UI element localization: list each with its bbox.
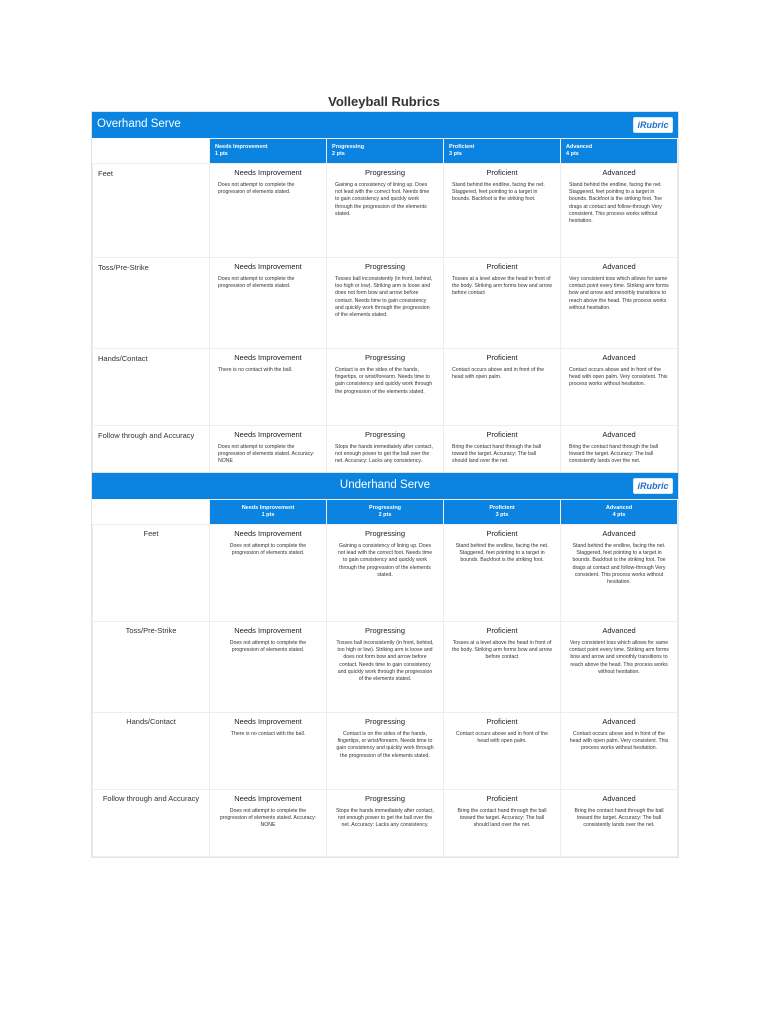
level-header-advanced: Advanced 4 pts (561, 139, 678, 164)
rubric-cell[interactable]: Advanced Stand behind the endline, facing the net. Staggered, feet pointing to a target in bounds. Backfoot is the striking foot. Toe drags at contact and follow-through Very consistent. This process works without hesitation. (561, 164, 678, 258)
rubric-table (92, 499, 678, 857)
rubric-table (92, 138, 678, 495)
rubric-cell[interactable]: Needs Improvement Does not attempt to complete the progression of elements stated. (210, 258, 327, 349)
rubric-header (92, 473, 678, 499)
rubric-cell[interactable]: Needs Improvement Does not attempt to complete the progression of elements stated. Accuracy: NONE (210, 790, 327, 857)
rubric-cell[interactable]: Proficient Contact occurs above and in front of the head with open palm. (444, 713, 561, 790)
level-header-proficient: Proficient 3 pts (444, 500, 561, 525)
table-row (93, 790, 678, 857)
overhand-rubric (91, 111, 679, 496)
level-header-needs-improvement: Needs Improvement 1 pts (210, 500, 327, 525)
rubric-cell[interactable]: Proficient Bring the contact hand through the ball toward the target. Accuracy: The ball should land over the net. (444, 790, 561, 857)
page-title: Volleyball Rubrics (328, 94, 440, 109)
level-header-needs-improvement: Needs Improvement 1 pts (210, 139, 327, 164)
table-row (93, 622, 678, 713)
rubric-cell[interactable]: Progressing Stops the hands immediately after contact, not enough power to get the ball over the net. Accuracy: Lacks any consistency. (327, 426, 444, 495)
table-row (93, 164, 678, 258)
rubric-cell[interactable]: Advanced Bring the contact hand through the ball toward the target. Accuracy: The ball consistently lands over the net. (561, 426, 678, 495)
rubric-cell[interactable]: Needs Improvement There is no contact with the ball. (210, 713, 327, 790)
rubric-header (92, 112, 678, 138)
table-row (93, 525, 678, 622)
criterion-follow-through: Follow through and Accuracy (93, 426, 210, 495)
rubric-cell[interactable]: Proficient Stand behind the endline, facing the net. Staggered, feet pointing to a target in bounds. Backfoot is the striking foot. (444, 164, 561, 258)
rubric-cell[interactable]: Proficient Contact occurs above and in front of the head with open palm. (444, 349, 561, 426)
table-row (93, 349, 678, 426)
irubric-logo[interactable]: iRubric (633, 478, 673, 494)
rubric-cell[interactable]: Proficient Stand behind the endline, facing the net. Staggered, feet pointing to a target in bounds. Backfoot is the striking foot. (444, 525, 561, 622)
criterion-toss: Toss/Pre-Strike (93, 622, 210, 713)
rubric-title: Underhand Serve (339, 479, 431, 491)
rubric-cell[interactable]: Progressing Contact is on the sides of the hands, fingertips, or wrist/forearm. Needs time to gain consistency and quickly work through the progression of the elements stated. (327, 349, 444, 426)
rubric-cell[interactable]: Progressing Stops the hands immediately after contact, not enough power to get the ball over the net. Accuracy: Lacks any consistency. (327, 790, 444, 857)
criterion-feet: Feet (93, 525, 210, 622)
rubric-cell[interactable]: Advanced Contact occurs above and in front of the head with open palm. Very consistent. This process works without hesitation. (561, 713, 678, 790)
rubric-cell[interactable]: Proficient Tosses at a level above the head in front of the body. Striking arm forms bow and arrow before contact (444, 622, 561, 713)
rubric-cell[interactable]: Advanced Very consistent toss which allows for same contact point every time. Striking arm forms bow and arrow and smoothly transitions to reach above the head. This process works without hesitation. (561, 258, 678, 349)
rubric-cell[interactable]: Progressing Contact is on the sides of the hands, fingertips, or wrist/forearm. Needs time to gain consistency and quickly work through the progression of the elements stated. (327, 713, 444, 790)
rubric-cell[interactable]: Needs Improvement Does not attempt to complete the progression of elements stated. Accuracy: NONE (210, 426, 327, 495)
rubric-cell[interactable]: Progressing Tosses ball inconsistently (in front, behind, too high or low). Striking arm is loose and does not form bow and arrow before contact. Needs time to gain consistency and quickly work through the progression of the elements stated. (327, 258, 444, 349)
criterion-follow-through: Follow through and Accuracy (93, 790, 210, 857)
irubric-logo[interactable]: iRubric (633, 117, 673, 133)
rubric-cell[interactable]: Advanced Stand behind the endline, facing the net. Staggered, feet pointing to a target in bounds. Backfoot is the striking foot. Toe drags at contact and follow-through Very consistent. This process works without hesitation. (561, 525, 678, 622)
rubric-cell[interactable]: Advanced Contact occurs above and in front of the head with open palm. Very consistent. This process works without hesitation. (561, 349, 678, 426)
rubric-title: Overhand Serve (97, 118, 181, 130)
criterion-hands: Hands/Contact (93, 349, 210, 426)
rubric-cell[interactable]: Proficient Bring the contact hand through the ball toward the target. Accuracy: The ball should land over the net. (444, 426, 561, 495)
table-row (93, 713, 678, 790)
level-header-progressing: Progressing 2 pts (327, 139, 444, 164)
rubric-cell[interactable]: Progressing Gaining a consistency of lining up. Does not lead with the correct foot. Needs time to gain consistency and quickly work through the progression of the elements stated. (327, 525, 444, 622)
level-header-proficient: Proficient 3 pts (444, 139, 561, 164)
underhand-rubric (91, 472, 679, 858)
rubric-cell[interactable]: Needs Improvement Does not attempt to complete the progression of elements stated. (210, 525, 327, 622)
level-header-progressing: Progressing 2 pts (327, 500, 444, 525)
criterion-toss: Toss/Pre-Strike (93, 258, 210, 349)
rubric-cell[interactable]: Needs Improvement Does not attempt to complete the progression of elements stated. (210, 164, 327, 258)
rubric-cell[interactable]: Progressing Tosses ball inconsistently (in front, behind, too high or low). Striking arm is loose and does not form bow and arrow before contact. Needs time to gain consistency and quickly work through the progression of the elements stated. (327, 622, 444, 713)
rubric-cell[interactable]: Needs Improvement Does not attempt to complete the progression of elements stated. (210, 622, 327, 713)
level-header-advanced: Advanced 4 pts (561, 500, 678, 525)
criterion-hands: Hands/Contact (93, 713, 210, 790)
rubric-cell[interactable]: Proficient Tosses at a level above the head in front of the body. Striking arm forms bow and arrow before contact (444, 258, 561, 349)
rubric-cell[interactable]: Advanced Very consistent toss which allows for same contact point every time. Striking arm forms bow and arrow and smoothly transitions to reach above the head. This process works without hesitation. (561, 622, 678, 713)
criterion-feet: Feet (93, 164, 210, 258)
table-row (93, 258, 678, 349)
rubric-cell[interactable]: Advanced Bring the contact hand through the ball toward the target. Accuracy: The ball consistently lands over the net. (561, 790, 678, 857)
rubric-cell[interactable]: Progressing Gaining a consistency of lining up. Does not lead with the correct foot. Needs time to gain consistency and quickly work through the progression of the elements stated. (327, 164, 444, 258)
rubric-cell[interactable]: Needs Improvement There is no contact with the ball. (210, 349, 327, 426)
